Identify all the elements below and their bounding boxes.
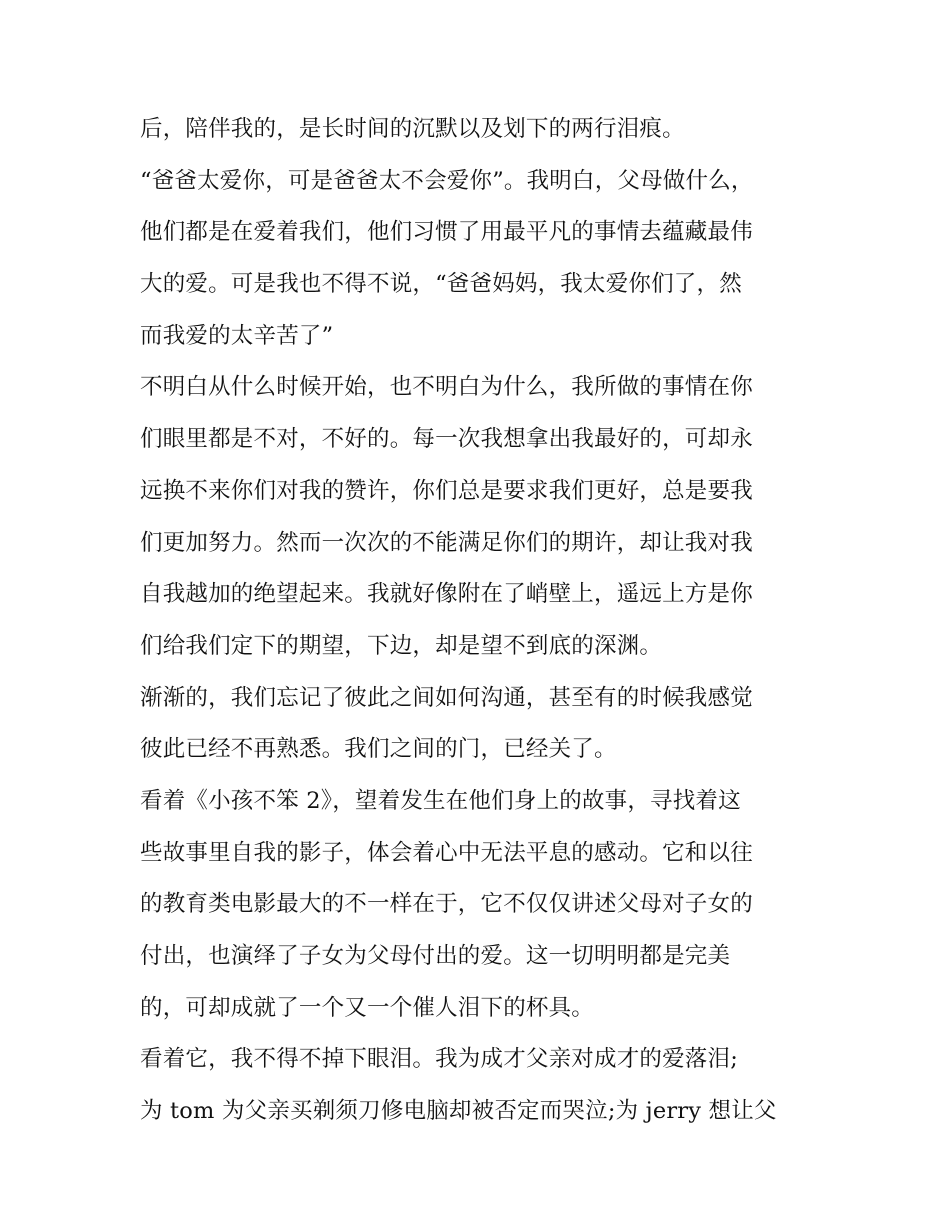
- text-line: 后，陪伴我的，是长时间的沉默以及划下的两行泪痕。: [140, 116, 685, 142]
- text-line: 们眼里都是不对，不好的。每一次我想拿出我最好的，可却永: [140, 426, 753, 453]
- text-line: 付出，也演绎了子女为父母付出的爱。这一切明明都是完美: [140, 943, 731, 969]
- text-line: 渐渐的，我们忘记了彼此之间如何沟通，甚至有的时候我感觉: [140, 684, 753, 711]
- text-line: 为 tom 为父亲买剃须刀修电脑却被否定而哭泣;为 jerry 想让父: [140, 1098, 777, 1125]
- text-line: 他们都是在爱着我们，他们习惯了用最平凡的事情去蕴藏最伟: [140, 219, 753, 246]
- text-line: 的，可却成就了一个又一个催人泪下的杯具。: [140, 994, 595, 1021]
- text-line: 些故事里自我的影子，体会着心中无法平息的感动。它和以往: [140, 839, 753, 866]
- text-line: 远换不来你们对我的赞许，你们总是要求我们更好，总是要我: [140, 477, 753, 504]
- text-line: 看着它，我不得不掉下眼泪。我为成才父亲对成才的爱落泪;: [140, 1046, 738, 1073]
- text-line: “爸爸太爱你，可是爸爸太不会爱你”。我明白，父母做什么，: [140, 167, 754, 194]
- text-line: 彼此已经不再熟悉。我们之间的门，已经关了。: [140, 736, 617, 763]
- text-line: 的教育类电影最大的不一样在于，它不仅仅讲述父母对子女的: [140, 891, 753, 918]
- text-line: 自我越加的绝望起来。我就好像附在了峭壁上，遥远上方是你: [140, 581, 753, 608]
- text-line: 看着《小孩不笨 2》，望着发生在他们身上的故事，寻找着这: [140, 787, 741, 814]
- text-line: 大的爱。可是我也不得不说，“爸爸妈妈，我太爱你们了，然: [140, 271, 742, 298]
- text-line: 不明白从什么时候开始，也不明白为什么，我所做的事情在你: [140, 374, 753, 401]
- body-text: [140, 104, 820, 1138]
- text-line: 们给我们定下的期望，下边，却是望不到底的深渊。: [140, 632, 663, 659]
- text-line: 们更加努力。然而一次次的不能满足你们的期许，却让我对我: [140, 529, 753, 556]
- text-line: 而我爱的太辛苦了”: [140, 322, 334, 349]
